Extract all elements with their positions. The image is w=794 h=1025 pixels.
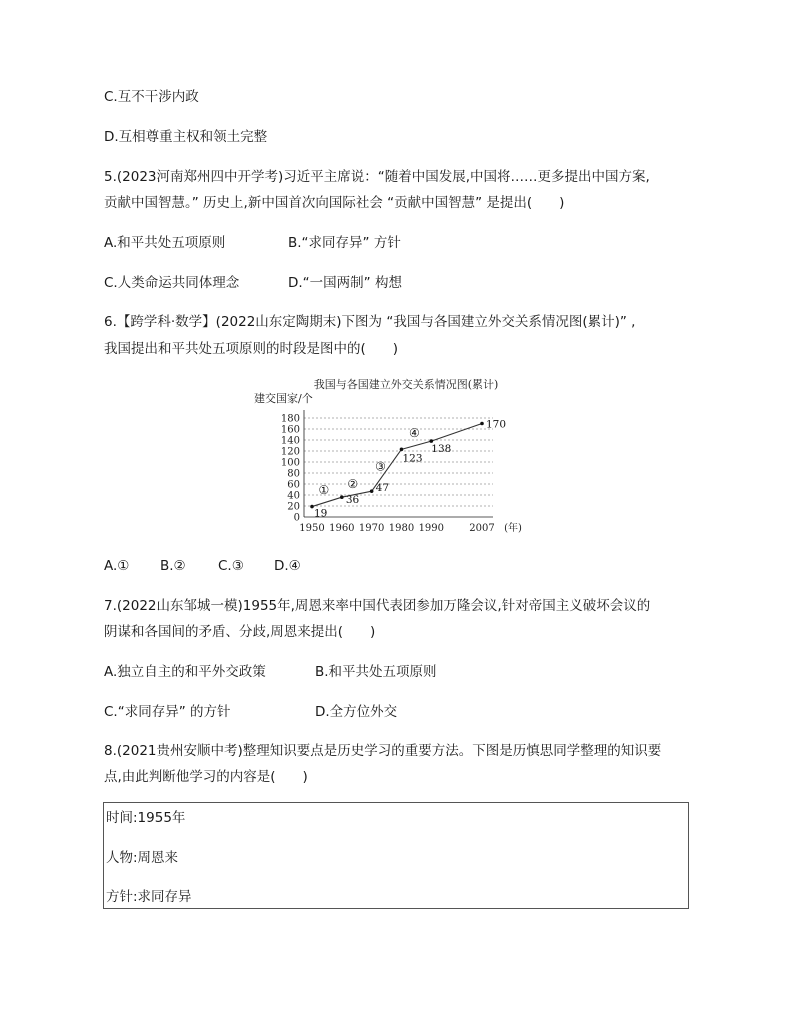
chart-y-tick-label: 60: [287, 479, 300, 491]
chart-segment-label: ④: [409, 426, 420, 441]
q7-stem-line2: 阴谋和各国间的矛盾、分歧,周恩来提出( ): [104, 624, 376, 640]
chart-x-axis-label: (年): [504, 523, 522, 534]
chart-data-label: 123: [402, 452, 423, 465]
q4-option-d: D.互相尊重主权和领土完整: [104, 129, 268, 145]
q7-option-d: D.全方位外交: [315, 704, 398, 720]
q6-option-a: A.①: [104, 558, 130, 574]
q5-stem-line1: 5.(2023河南郑州四中开学考)习近平主席说：“随着中国发展,中国将……更多提出中国方案,: [104, 169, 650, 185]
chart-x-tick-label: 1990: [418, 523, 445, 534]
chart-line-segment: [401, 441, 431, 449]
chart-y-tick-label: 0: [293, 512, 300, 524]
chart-x-tick-label: 1960: [329, 523, 355, 534]
chart-data-label: 36: [345, 494, 360, 507]
chart-segment-label: ②: [347, 477, 359, 492]
box-time: 时间:1955年: [106, 810, 186, 826]
chart-y-tick-label: 40: [287, 490, 300, 502]
q5-option-a: A.和平共处五项原则: [104, 235, 226, 251]
chart-data-point: [370, 489, 374, 493]
knowledge-points-box: [103, 802, 689, 909]
q6-stem-line1: 6.【跨学科·数学】(2022山东定陶期末)下图为 “我国与各国建立外交关系情况图(累计)” ,: [104, 314, 636, 330]
q7-stem-line1: 7.(2022山东邹城一模)1955年,周恩来率中国代表团参加万隆会议,针对帝国主义破坏会议的: [104, 598, 651, 614]
chart-y-tick-label: 180: [280, 413, 300, 425]
q6-stem-line2: 我国提出和平共处五项原则的时段是图中的( ): [104, 341, 399, 357]
chart-y-tick-label: 100: [280, 457, 300, 469]
q6-option-c: C.③: [218, 558, 244, 574]
chart-y-axis-label: 建交国家/个: [254, 392, 313, 405]
chart-y-tick-label: 160: [280, 424, 300, 436]
q7-option-a: A.独立自主的和平外交政策: [104, 664, 266, 680]
box-person: 人物:周恩来: [106, 850, 179, 866]
chart-segment-label: ①: [318, 482, 330, 497]
q5-stem-line2: 贡献中国智慧。” 历史上,新中国首次向国际社会 “贡献中国智慧” 是提出( ): [104, 195, 565, 211]
q5-option-b: B.“求同存异” 方针: [288, 235, 401, 251]
chart-data-point: [340, 495, 344, 499]
q5-option-d: D.“一国两制” 构想: [288, 275, 402, 291]
chart-line-segment: [431, 424, 482, 442]
chart-x-tick-label: 1980: [388, 523, 415, 534]
box-policy: 方针:求同存异: [106, 889, 192, 905]
chart-data-label: 47: [375, 482, 390, 495]
chart-y-tick-label: 140: [280, 435, 300, 447]
chart-svg: [254, 376, 530, 546]
chart-x-tick-label: 1950: [299, 523, 325, 534]
chart-y-tick-label: 20: [287, 501, 300, 513]
chart-data-label: 170: [486, 418, 507, 431]
chart-x-tick-label: 1970: [358, 523, 385, 534]
chart-title: 我国与各国建立外交关系情况图(累计): [313, 378, 499, 391]
chart-y-tick-label: 120: [280, 446, 300, 458]
q7-option-b: B.和平共处五项原则: [315, 664, 437, 680]
chart-data-point: [400, 448, 404, 452]
chart-x-tick-label: 2007: [469, 523, 495, 534]
chart-segment-label: ③: [375, 459, 386, 474]
diplomatic-relations-chart: [254, 376, 530, 546]
q7-option-c: C.“求同存异” 的方针: [104, 704, 231, 720]
q6-option-d: D.④: [274, 558, 301, 574]
q4-option-c: C.互不干涉内政: [104, 89, 199, 105]
chart-data-label: 138: [431, 443, 452, 456]
chart-data-point: [480, 422, 484, 426]
chart-line-segment: [312, 497, 342, 506]
q8-stem-line1: 8.(2021贵州安顺中考)整理知识要点是历史学习的重要方法。下图是历慎思同学整理的知识要: [104, 743, 662, 759]
q6-option-b: B.②: [160, 558, 186, 574]
chart-y-tick-label: 80: [287, 468, 300, 480]
chart-data-label: 19: [314, 507, 328, 520]
q5-option-c: C.人类命运共同体理念: [104, 275, 240, 291]
q8-stem-line2: 点,由此判断他学习的内容是( ): [104, 769, 308, 785]
